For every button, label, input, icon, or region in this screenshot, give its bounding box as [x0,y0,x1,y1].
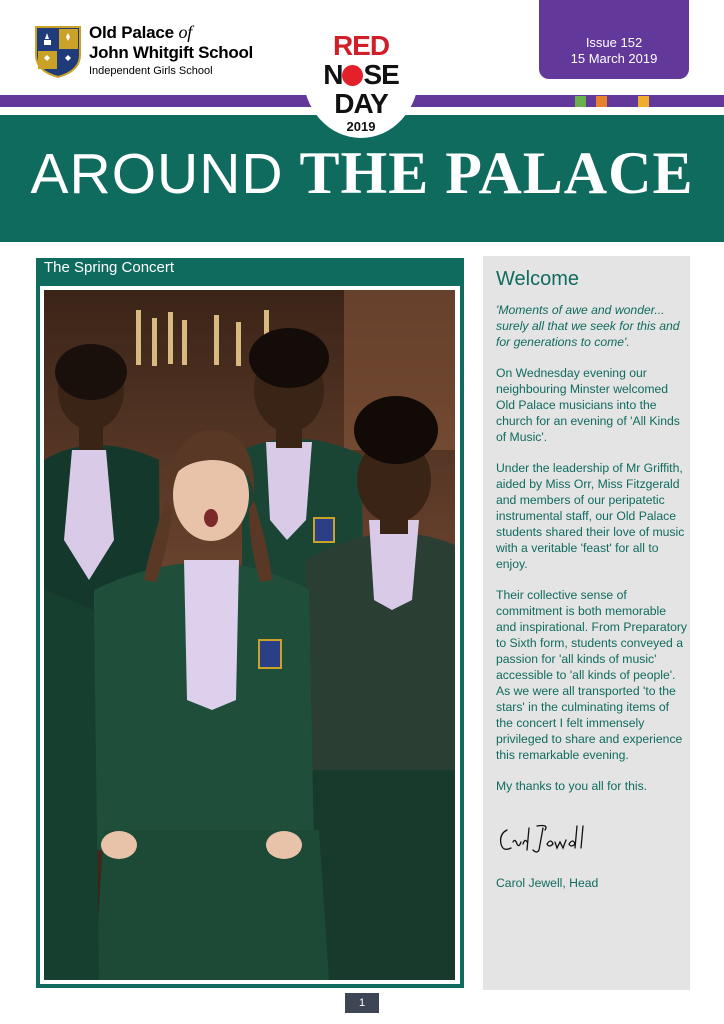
welcome-paragraph: Under the leadership of Mr Griffith, aided by Miss Orr, Miss Fitzgerald and members of our peripatetic instrumental staff, our Old Palace students shared their love of music with a veritable 'feast' for all to enjoy. [496,461,685,571]
school-name-line2: John Whitgift School [89,43,253,62]
stripe-square-orange [596,96,607,107]
welcome-panel [483,256,690,990]
school-name [89,23,253,77]
stripe-square-yellow [638,96,649,107]
rnd-se: SE [363,59,399,90]
photo-frame [40,286,460,984]
issue-tab [539,0,689,79]
rnd-year: 2019 [346,119,376,134]
issue-number: Issue 152 [585,35,643,50]
concert-title: The Spring Concert [44,259,175,276]
concert-panel [36,258,464,988]
welcome-paragraph: On Wednesday evening our neighbouring Minster welcomed Old Palace musicians into the church for an evening of 'All Kinds of Music'. [496,366,680,444]
school-name-line1: Old Palace [89,23,174,42]
rnd-day: DAY [334,88,388,119]
page-number: 1 [345,993,379,1013]
welcome-title: Welcome [496,268,579,290]
welcome-paragraph: My thanks to you all for this. [496,779,648,793]
school-tagline: Independent Girls School [89,65,213,77]
signature-image [497,820,593,860]
stripe-square-green [575,96,586,107]
rnd-n: N [323,59,343,90]
masthead-light: AROUND [30,142,284,206]
stripe-square-purple [617,96,628,107]
concert-photo [44,290,455,980]
masthead-title [0,140,724,206]
school-name-of: of [178,22,193,42]
choir-photo-illustration [44,290,455,980]
red-nose-day-logo [303,32,419,133]
issue-date: 15 March 2019 [570,51,658,66]
signer-name: Carol Jewell, Head [496,876,599,890]
school-crest-icon [34,25,82,79]
masthead-bold: THE PALACE [299,140,694,206]
welcome-quote: 'Moments of awe and wonder... surely all that we seek for this and for generations to come'. [496,303,680,349]
welcome-paragraph: Their collective sense of commitment is both memorable and inspirational. From Preparatory to Sixth form, students conveyed a passion for 'all kinds of music' accessible to 'all kinds of people'. As we were all transported 'to the stars' in the culminating items of the concert I felt immensely privileged to share and experience this remarkable evening. [496,588,688,762]
rnd-red: RED [332,30,390,61]
red-nose-icon [342,65,363,86]
welcome-body [496,302,688,809]
